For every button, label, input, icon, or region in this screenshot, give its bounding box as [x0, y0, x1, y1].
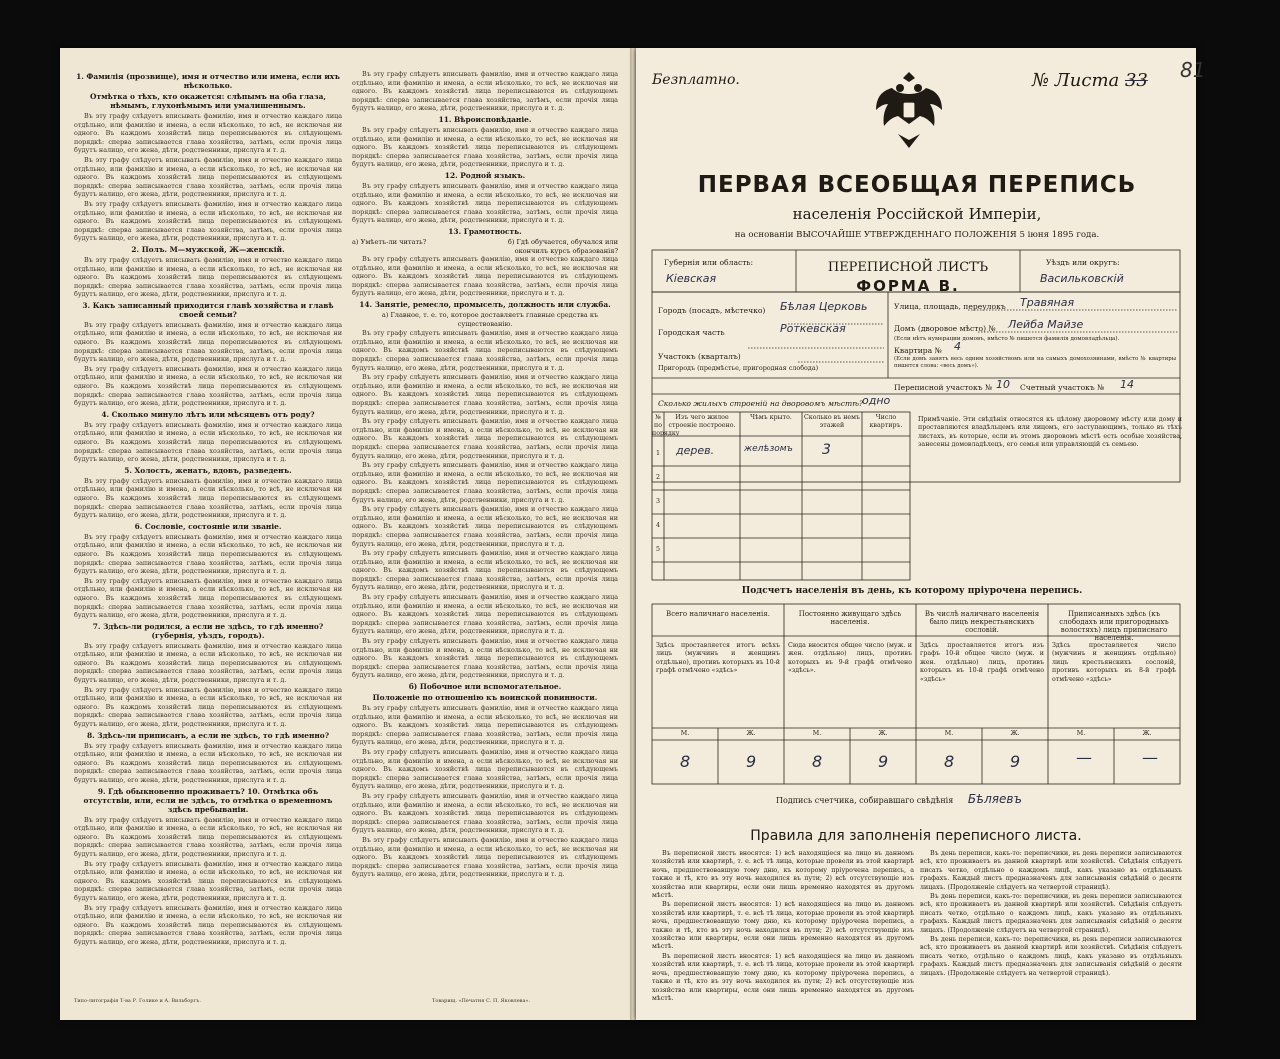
schet-label: Счетный участокъ №: [1020, 383, 1105, 392]
body-text: Въ эту графу слѣдуетъ вписывать фамилію, имя и отчество каждаго лица отдѣльно, или фамилію и имена, а если нѣсколько, то всѣ, не исключая ни одного. Въ каждомъ хозяйствѣ лица переписываются въ слѣдующемъ порядкѣ: сперва записывается глава хозяйства, затѣмъ, если прочія лица будутъ налицо, его жена, дѣти, родственники, прислуга и т. д.: [74, 255, 342, 299]
section-heading: 7. Здѣсь-ли родился, а если не здѣсь, то гдѣ именно? (губернія, уѣздъ, городъ).: [92, 621, 324, 640]
gorchast-value: Роткевская: [780, 322, 846, 335]
left-column-2: [352, 70, 618, 880]
section-heading: 11. Вѣроисповѣданіе.: [438, 114, 532, 124]
literacy-subheads: [352, 238, 618, 255]
rules-title: Правила для заполненія переписного листа.: [750, 828, 1082, 844]
left-page: [60, 48, 630, 1020]
m-label: М.: [680, 730, 690, 737]
page-title: ПЕРВАЯ ВСЕОБЩАЯ ПЕРЕПИСЬ: [697, 172, 1137, 198]
right-page: [636, 48, 1206, 1020]
rules-text-left: [652, 850, 914, 1004]
kvartira-label: Квартира №: [894, 346, 942, 355]
rules-text-right: [920, 850, 1182, 979]
body-text: Въ эту графу слѣдуетъ вписывать фамилію, имя и отчество каждаго лица отдѣльно, или фамилію и имена, а если нѣсколько, то всѣ, не исключая ни одного. Въ каждомъ хозяйствѣ лица переписываются въ слѣдующемъ порядкѣ: сперва записывается глава хозяйства, затѣмъ, если прочія лица будутъ налицо, его жена, дѣти, родственники, прислуга и т. д.: [352, 791, 618, 835]
count-ascribed-zh: —: [1142, 748, 1158, 767]
zh-label: Ж.: [746, 730, 756, 737]
bld-header-roof: Чѣмъ крыто.: [750, 414, 792, 421]
body-text: Въ эту графу слѣдуетъ вписывать фамилію, имя и отчество каждаго лица отдѣльно, или фамилію и имена, а если нѣсколько, то всѣ, не исключая ни одного. Въ каждомъ хозяйствѣ лица переписываются въ слѣдующемъ порядкѣ: сперва записывается глава хозяйства, затѣмъ, если прочія лица будутъ налицо, его жена, дѣти, родственники, прислуга и т. д.: [352, 373, 618, 416]
form-heading: [798, 260, 1018, 295]
body-text: Въ эту графу слѣдуетъ вписывать фамилію, имя и отчество каждаго лица отдѣльно, или фамилію и имена, а если нѣсколько, то всѣ, не исключая ни одного. Въ каждомъ хозяйствѣ лица переписываются въ слѣдующемъ порядкѣ: сперва записывается глава хозяйства, затѣмъ, если прочія лица будутъ налицо, его жена, дѣти, родственники, прислуга и т. д.: [74, 420, 342, 464]
schet-value: 14: [1120, 378, 1134, 391]
skolko-value: одно: [862, 394, 891, 407]
body-text: Въ эту графу слѣдуетъ вписывать фамилію, имя и отчество каждаго лица отдѣльно, или фамилію и имена, а если нѣсколько, то всѣ, не исключая ни одного. Въ каждомъ хозяйствѣ лица переписываются въ слѣдующемъ порядкѣ: сперва записывается глава хозяйства, затѣмъ, если прочія лица будутъ налицо, его жена, дѣти, родственники, прислуга и т. д.: [352, 70, 618, 113]
body-text: Въ эту графу слѣдуетъ вписывать фамилію, имя и отчество каждаго лица отдѣльно, или фамилію и имена, а если нѣсколько, то всѣ, не исключая ни одного. Въ каждомъ хозяйствѣ лица переписываются въ слѣдующемъ порядкѣ: сперва записывается глава хозяйства, затѣмъ, если прочія лица будутъ налицо, его жена, дѣти, родственники, прислуга и т. д.: [352, 255, 618, 298]
rules-paragraph: Въ переписной листъ вносятся: 1) всѣ находящіеся на лицо въ данномъ хозяйствѣ или квартирѣ, т. е. всѣ тѣ лица, которые провели въ этой квартирѣ ночь, предшествовавшую тому дню, къ которому пріурочена перепись, а также и тѣ, кто въ эту ночь находился въ пути; 2) всѣ отсутствующіе изъ хозяйства или квартиры, если они лишь временно находятся въ другомъ мѣстѣ.: [652, 850, 914, 900]
gorod-label: Городъ (посадъ, мѣстечко): [658, 306, 766, 315]
count-head-noncrest: Въ числѣ наличнаго населенія было лицъ некрестьянскихъ сословій.: [924, 610, 1040, 634]
sheet-number: [1032, 70, 1148, 91]
body-text: Въ эту графу слѣдуетъ вписывать фамилію, имя и отчество каждаго лица отдѣльно, или фамилію и имена, а если нѣсколько, то всѣ, не исключая ни одного. Въ каждомъ хозяйствѣ лица переписываются въ слѣдующемъ порядкѣ: сперва записывается глава хозяйства, затѣмъ, если прочія лица будутъ налицо, его жена, дѣти, родственники, прислуга и т. д.: [74, 364, 342, 408]
subhead-main: а) Главное, т. е. то, которое доставляетъ главные средства къ существованію.: [381, 311, 599, 328]
sheet-number-label: № Листа: [1032, 70, 1120, 91]
body-text: Въ эту графу слѣдуетъ вписывать фамилію, имя и отчество каждаго лица отдѣльно, или фамилію и имена, а если нѣсколько, то всѣ, не исключая ни одного. Въ каждомъ хозяйствѣ лица переписываются въ слѣдующемъ порядкѣ: сперва записывается глава хозяйства, затѣмъ, если прочія лица будутъ налицо, его жена, дѣти, родственники, прислуга и т. д.: [352, 549, 618, 592]
signature-line: [776, 792, 1022, 806]
body-text: Въ эту графу слѣдуетъ вписывать фамилію, имя и отчество каждаго лица отдѣльно, или фамилію и имена, а если нѣсколько, то всѣ, не исключая ни одного. Въ каждомъ хозяйствѣ лица переписываются въ слѣдующемъ порядкѣ: сперва записывается глава хозяйства, затѣмъ, если прочія лица будутъ налицо, его жена, дѣти, родственники, прислуга и т. д.: [74, 815, 342, 858]
zh-label: Ж.: [1010, 730, 1020, 737]
zh-label: Ж.: [1142, 730, 1152, 737]
body-text: Въ эту графу слѣдуетъ вписывать фамилію, имя и отчество каждаго лица отдѣльно, или фамилію и имена, а если нѣсколько, то всѣ, не исключая ни одного. Въ каждомъ хозяйствѣ лица переписываются въ слѣдующемъ порядкѣ: сперва записывается глава хозяйства, затѣмъ, если прочія лица будутъ налицо, его жена, дѣти, родственники, прислуга и т. д.: [74, 741, 342, 784]
body-text: Въ эту графу слѣдуетъ вписывать фамилію, имя и отчество каждаго лица отдѣльно, или фамилію и имена, а если нѣсколько, то всѣ, не исключая ни одного. Въ каждомъ хозяйствѣ лица переписываются въ слѣдующемъ порядкѣ: сперва записывается глава хозяйства, затѣмъ, если прочія лица будутъ налицо, его жена, дѣти, родственники, прислуга и т. д.: [74, 576, 342, 620]
prigorod-label: Пригородъ (предмѣстье, пригородная слобода): [658, 364, 819, 372]
rules-paragraph: Въ переписной листъ вносятся: 1) всѣ находящіеся на лицо въ данномъ хозяйствѣ или квартирѣ, т. е. всѣ тѣ лица, которые провели въ этой квартирѣ ночь, предшествовавшую тому дню, къ которому пріурочена перепись, а также и тѣ, кто въ эту ночь находился въ пути; 2) всѣ отсутствующіе изъ хозяйства или квартиры, если они лишь временно находятся въ другомъ мѣстѣ.: [652, 952, 914, 1002]
count-permanent-m: 8: [812, 752, 823, 771]
subhead-read: а) Умѣетъ-ли читать?: [352, 237, 427, 246]
body-text: Въ эту графу слѣдуетъ вписывать фамилію, имя и отчество каждаго лица отдѣльно, или фамилію и имена, а если нѣсколько, то всѣ, не исключая ни одного. Въ каждомъ хозяйствѣ лица переписываются въ слѣдующемъ порядкѣ: сперва записывается глава хозяйства, затѣмъ, если прочія лица будутъ налицо, его жена, дѣти, родственники, прислуга и т. д.: [352, 704, 618, 747]
rules-paragraph: Въ день переписи, какъ-то: переписчики, въ день переписи записываются всѣ, кто проживаетъ въ данной квартирѣ или хозяйствѣ. Свѣдѣнія слѣдуетъ писать четко, отдѣльно о каждомъ лицѣ, какъ указано въ отдѣльныхъ графахъ. Каждый листъ предназначенъ для записыванія свѣдѣній о десяти лицахъ. (Продолженіе слѣдуетъ на четвертой страницѣ).: [920, 936, 1182, 977]
bld-row-no: 1: [655, 450, 660, 457]
m-label: М.: [944, 730, 954, 737]
guberniya-label: Губернія или область:: [664, 258, 754, 267]
bld-row-floors: 3: [822, 442, 831, 458]
count-all-m: 8: [680, 752, 691, 771]
count-note-ascribed: Здѣсь проставляется число (мужчинъ и женщинъ отдѣльно) лицъ крестьянскихъ сословій, противъ которыхъ въ 8-й графѣ отмѣчено «здѣсь»: [1052, 642, 1176, 683]
count-note-permanent: Сюда вносится общее число (муж. и жен. отдѣльно) лицъ, противъ которыхъ въ 9-й графѣ отмѣчено «здѣсь».: [788, 642, 912, 675]
bld-header-no: № по порядку: [652, 414, 680, 437]
printer-imprint-right: Товарищ. «Печатня С. П. Яковлева».: [432, 998, 531, 1004]
count-title: Подсчетъ населенія въ день, къ которому пріурочена перепись.: [741, 586, 1083, 596]
section-heading: 8. Здѣсь-ли приписанъ, а если не здѣсь, то гдѣ именно?: [86, 730, 330, 740]
dom-value: Лейба Майзе: [1008, 318, 1084, 331]
rules-paragraph: Въ переписной листъ вносятся: 1) всѣ находящіеся на лицо въ данномъ хозяйствѣ или квартирѣ, т. е. всѣ тѣ лица, которые провели въ этой квартирѣ ночь, предшествовавшую тому дню, къ которому пріурочена перепись, а также и тѣ, кто въ эту ночь находился въ пути; 2) всѣ отсутствующіе изъ хозяйства или квартиры, если они лишь временно находятся въ другомъ мѣстѣ.: [652, 901, 914, 951]
count-noncrest-zh: 9: [1010, 752, 1021, 771]
body-text: Въ эту графу слѣдуетъ вписывать фамилію, имя и отчество каждаго лица отдѣльно, или фамилію и имена, а если нѣсколько, то всѣ, не исключая ни одного. Въ каждомъ хозяйствѣ лица переписываются въ слѣдующемъ порядкѣ: сперва записывается глава хозяйства, затѣмъ, если прочія лица будутъ налицо, его жена, дѣти, родственники, прислуга и т. д.: [352, 747, 618, 791]
kvartira-note: (Если домъ занятъ весь одним хозяйствомъ или на самыхъ домохозяинами, вмѣсто № квартиры пишется слова: «весь домъ»).: [894, 356, 1176, 369]
section-heading: 3. Какъ записанный приходится главѣ хозяйства и главѣ своей семьи?: [82, 300, 334, 319]
section-heading: 9. Гдѣ обыкновенно проживаетъ? 10. Отмѣтка объ отсутствіи, или, если не здѣсь, то отмѣтка о временномъ здѣсь пребываніи.: [83, 786, 333, 814]
section-heading: 12. Родной языкъ.: [444, 170, 526, 180]
count-note-all: Здѣсь проставляется итогъ всѣхъ лицъ (мужчинъ и женщинъ отдѣльно), противъ которыхъ въ 10-й графѣ отмѣчено «здѣсь»: [656, 642, 780, 675]
body-text: Въ эту графу слѣдуетъ вписывать фамилію, имя и отчество каждаго лица отдѣльно, или фамилію и имена, а если нѣсколько, то всѣ, не исключая ни одного. Въ каждомъ хозяйствѣ лица переписываются въ слѣдующемъ порядкѣ: сперва записывается глава хозяйства, затѣмъ, если прочія лица будутъ налицо, его жена, дѣти, родственники, прислуга и т. д.: [74, 903, 342, 946]
body-text: Въ эту графу слѣдуетъ вписывать фамилію, имя и отчество каждаго лица отдѣльно, или фамилію и имена, а если нѣсколько, то всѣ, не исключая ни одного. Въ каждомъ хозяйствѣ лица переписываются въ слѣдующемъ порядкѣ: сперва записывается глава хозяйства, затѣмъ, если прочія лица будутъ налицо, его жена, дѣти, родственники, прислуга и т. д.: [352, 125, 618, 169]
section-heading: 6. Сословіе, состояніе или званіе.: [134, 521, 282, 531]
bld-row-no: 2: [655, 474, 660, 481]
zh-label: Ж.: [878, 730, 888, 737]
bld-row-no: 3: [655, 498, 660, 505]
subhead-study: б) Гдѣ обучается, обучался или окончилъ курсъ образованія?: [507, 237, 618, 255]
decree-line: на основаніи ВЫСОЧАЙШЕ УТВЕРЖДЕННАГО ПОЛОЖЕНІЯ 5 іюня 1895 года.: [734, 230, 1100, 240]
m-label: М.: [812, 730, 822, 737]
count-noncrest-m: 8: [944, 752, 955, 771]
body-text: Въ эту графу слѣдуетъ вписывать фамилію, имя и отчество каждаго лица отдѣльно, или фамилію и имена, а если нѣсколько, то всѣ, не исключая ни одного. Въ каждомъ хозяйствѣ лица переписываются въ слѣдующемъ порядкѣ: сперва записывается глава хозяйства, затѣмъ, если прочія лица будутъ налицо, его жена, дѣти, родственники, прислуга и т. д.: [352, 835, 618, 879]
signature-value: Бѣляевъ: [967, 792, 1022, 806]
count-head-all: Всего наличнаго населенія.: [666, 610, 770, 618]
section-heading: 2. Полъ. М—мужской, Ж—женскій.: [131, 244, 285, 254]
skolko-label: Сколько жилыхъ строеній на дворовомъ мѣстѣ?: [658, 399, 863, 408]
signature-label: Подпись счетчика, собиравшаго свѣдѣнія: [776, 796, 954, 805]
body-text: Въ эту графу слѣдуетъ вписывать фамилію, имя и отчество каждаго лица отдѣльно, или фамилію и имена, а если нѣсколько, то всѣ, не исключая ни одного. Въ каждомъ хозяйствѣ лица переписываются въ слѣдующемъ порядкѣ: сперва записывается глава хозяйства, затѣмъ, если прочія лица будутъ налицо, его жена, дѣти, родственники, прислуга и т. д.: [74, 476, 342, 520]
section-heading: Отмѣтка о тѣхъ, кто окажется: слѣпымъ на оба глаза, нѣмымъ, глухонѣмымъ или умалишеннымъ.: [90, 92, 326, 110]
section-heading: 14. Занятіе, ремесло, промыселъ, должность или служба.: [359, 300, 611, 310]
count-note-noncrest: Здѣсь проставляется итогъ изъ графъ 10-й общее число (муж. и жен. отдѣльно) лицъ, противъ которыхъ въ 10-й графѣ отмѣчено «здѣсь»: [920, 642, 1044, 683]
printer-imprint-left: Типо-литографія Т-ва Р. Голике и А. Вильборгъ.: [74, 998, 201, 1004]
section-heading: 1. Фамилія (прозвище), имя и отчество или имена, если ихъ нѣсколько.: [76, 72, 340, 90]
body-text: Въ эту графу слѣдуетъ вписывать фамилію, имя и отчество каждаго лица отдѣльно, или фамилію и имена, а если нѣсколько, то всѣ, не исключая ни одного. Въ каждомъ хозяйствѣ лица переписываются въ слѣдующемъ порядкѣ: сперва записывается глава хозяйства, затѣмъ, если прочія лица будутъ налицо, его жена, дѣти, родственники, прислуга и т. д.: [74, 320, 342, 364]
bld-row-no: 4: [655, 522, 660, 529]
count-head-ascribed: Приписанныхъ здѣсь (къ слободахъ или пригородныхъ волостяхъ) лицъ приписнаго населенія.: [1059, 610, 1169, 642]
buildings-table: [652, 412, 912, 582]
m-label: М.: [1076, 730, 1086, 737]
dom-label: Домъ (дворовое мѣсто) №: [894, 324, 996, 333]
perepis-value: 10: [996, 378, 1010, 391]
ulitsa-value: Травяная: [1020, 296, 1075, 309]
gorchast-label: Городская часть: [658, 328, 725, 337]
guberniya-value: Кіевская: [666, 272, 717, 285]
body-text: Въ эту графу слѣдуетъ вписывать фамилію, имя и отчество каждаго лица отдѣльно, или фамилію и имена, а если нѣсколько, то всѣ, не исключая ни одного. Въ каждомъ хозяйствѣ лица переписываются въ слѣдующемъ порядкѣ: сперва записывается глава хозяйства, затѣмъ, если прочія лица будутъ налицо, его жена, дѣти, родственники, прислуга и т. д.: [352, 637, 618, 680]
body-text: Въ эту графу слѣдуетъ вписывать фамилію, имя и отчество каждаго лица отдѣльно, или фамилію и имена, а если нѣсколько, то всѣ, не исключая ни одного. Въ каждомъ хозяйствѣ лица переписываются въ слѣдующемъ порядкѣ: сперва записывается глава хозяйства, затѣмъ, если прочія лица будутъ налицо, его жена, дѣти, родственники, прислуга и т. д.: [352, 505, 618, 548]
rules-paragraph: Въ день переписи, какъ-то: переписчики, въ день переписи записываются всѣ, кто проживаетъ въ данной квартирѣ или хозяйствѣ. Свѣдѣнія слѣдуетъ писать четко, отдѣльно о каждомъ лицѣ, какъ указано въ отдѣльныхъ графахъ. Каждый листъ предназначенъ для записыванія свѣдѣній о десяти лицахъ. (Продолженіе слѣдуетъ на четвертой страницѣ).: [920, 850, 1182, 891]
body-text: Въ эту графу слѣдуетъ вписывать фамилію, имя и отчество каждаго лица отдѣльно, или фамилію и имена, а если нѣсколько, то всѣ, не исключая ни одного. Въ каждомъ хозяйствѣ лица переписываются въ слѣдующемъ порядкѣ: сперва записывается глава хозяйства, затѣмъ, если прочія лица будутъ налицо, его жена, дѣти, родственники, прислуга и т. д.: [74, 685, 342, 729]
left-column-1: [74, 70, 342, 948]
handwritten-page-number: 81: [1180, 58, 1206, 82]
free-label: Безплатно.: [652, 72, 740, 88]
count-ascribed-m: —: [1076, 748, 1092, 767]
body-text: Въ эту графу слѣдуетъ вписывать фамилію, имя и отчество каждаго лица отдѣльно, или фамилію и имена, а если нѣсколько, то всѣ, не исключая ни одного. Въ каждомъ хозяйствѣ лица переписываются въ слѣдующемъ порядкѣ: сперва записывается глава хозяйства, затѣмъ, если прочія лица будутъ налицо, его жена, дѣти, родственники, прислуга и т. д.: [74, 532, 342, 576]
page-subtitle: населенія Россійской Имперіи,: [792, 205, 1042, 223]
body-text: Въ эту графу слѣдуетъ вписывать фамилію, имя и отчество каждаго лица отдѣльно, или фамилію и имена, а если нѣсколько, то всѣ, не исключая ни одного. Въ каждомъ хозяйствѣ лица переписываются въ слѣдующемъ порядкѣ: сперва записывается глава хозяйства, затѣмъ, если прочія лица будутъ налицо, его жена, дѣти, родственники, прислуга и т. д.: [352, 417, 618, 460]
body-text: Въ эту графу слѣдуетъ вписывать фамилію, имя и отчество каждаго лица отдѣльно, или фамилію и имена, а если нѣсколько, то всѣ, не исключая ни одного. Въ каждомъ хозяйствѣ лица переписываются въ слѣдующемъ порядкѣ: сперва записывается глава хозяйства, затѣмъ, если прочія лица будутъ налицо, его жена, дѣти, родственники, прислуга и т. д.: [352, 329, 618, 372]
section-heading: Положеніе по отношенію къ воинской повинности.: [372, 693, 598, 702]
kvartira-value: 4: [954, 340, 961, 353]
body-text: Въ эту графу слѣдуетъ вписывать фамилію, имя и отчество каждаго лица отдѣльно, или фамилію и имена, а если нѣсколько, то всѣ, не исключая ни одного. Въ каждомъ хозяйствѣ лица переписываются въ слѣдующемъ порядкѣ: сперва записывается глава хозяйства, затѣмъ, если прочія лица будутъ налицо, его жена, дѣти, родственники, прислуга и т. д.: [352, 461, 618, 504]
rules-paragraph: Въ день переписи, какъ-то: переписчики, въ день переписи записываются всѣ, кто проживаетъ въ данной квартирѣ или хозяйствѣ. Свѣдѣнія слѣдуетъ писать четко, отдѣльно о каждомъ лицѣ, какъ указано въ отдѣльныхъ графахъ. Каждый листъ предназначенъ для записыванія свѣдѣній о десяти лицахъ. (Продолженіе слѣдуетъ на четвертой страницѣ).: [920, 893, 1182, 934]
primechanie-note: Примѣчаніе. Эти свѣдѣнія относятся къ цѣлому дворовому мѣсту или дому и проставляются владѣльцемъ или лицомъ, его заступающимъ, только въ тѣхъ листахъ, въ которые, если въ этомъ дворовомъ мѣстѣ есть особые хозяйства, занесены домовладѣлецъ, его семья или управляющій съ семьею.: [918, 416, 1182, 449]
body-text: Въ эту графу слѣдуетъ вписывать фамилію, имя и отчество каждаго лица отдѣльно, или фамилію и имена, а если нѣсколько, то всѣ, не исключая ни одного. Въ каждомъ хозяйствѣ лица переписываются въ слѣдующемъ порядкѣ: сперва записывается глава хозяйства, затѣмъ, если прочія лица будутъ налицо, его жена, дѣти, родственники, прислуга и т. д.: [74, 199, 342, 243]
body-text: Въ эту графу слѣдуетъ вписывать фамилію, имя и отчество каждаго лица отдѣльно, или фамилію и имена, а если нѣсколько, то всѣ, не исключая ни одного. Въ каждомъ хозяйствѣ лица переписываются въ слѣдующемъ порядкѣ: сперва записывается глава хозяйства, затѣмъ, если прочія лица будутъ налицо, его жена, дѣти, родственники, прислуга и т. д.: [74, 112, 342, 155]
count-all-zh: 9: [746, 752, 757, 771]
count-permanent-zh: 9: [878, 752, 889, 771]
count-head-permanent: Постоянно живущаго здѣсь населенія.: [798, 610, 902, 626]
body-text: Въ эту графу слѣдуетъ вписывать фамилію, имя и отчество каждаго лица отдѣльно, или фамилію и имена, а если нѣсколько, то всѣ, не исключая ни одного. Въ каждомъ хозяйствѣ лица переписываются въ слѣдующемъ порядкѣ: сперва записывается глава хозяйства, затѣмъ, если прочія лица будутъ налицо, его жена, дѣти, родственники, прислуга и т. д.: [74, 641, 342, 685]
dom-note: (Если нѣтъ нумерации домовъ, вмѣсто № пишется фамилія домовладѣльца).: [894, 336, 1120, 342]
bld-row-roof: желѣзомъ: [744, 444, 793, 454]
uezd-value: Васильковскій: [1040, 272, 1124, 285]
section-heading: 5. Холостъ, женатъ, вдовъ, разведенъ.: [124, 465, 292, 475]
bld-row-material: дерев.: [676, 444, 715, 457]
body-text: Въ эту графу слѣдуетъ вписывать фамилію, имя и отчество каждаго лица отдѣльно, или фамилію и имена, а если нѣсколько, то всѣ, не исключая ни одного. Въ каждомъ хозяйствѣ лица переписываются въ слѣдующемъ порядкѣ: сперва записывается глава хозяйства, затѣмъ, если прочія лица будутъ налицо, его жена, дѣти, родственники, прислуга и т. д.: [352, 181, 618, 225]
body-text: Въ эту графу слѣдуетъ вписывать фамилію, имя и отчество каждаго лица отдѣльно, или фамилію и имена, а если нѣсколько, то всѣ, не исключая ни одного. Въ каждомъ хозяйствѣ лица переписываются въ слѣдующемъ порядкѣ: сперва записывается глава хозяйства, затѣмъ, если прочія лица будутъ налицо, его жена, дѣти, родственники, прислуга и т. д.: [352, 593, 618, 636]
body-text: Въ эту графу слѣдуетъ вписывать фамилію, имя и отчество каждаго лица отдѣльно, или фамилію и имена, а если нѣсколько, то всѣ, не исключая ни одного. Въ каждомъ хозяйствѣ лица переписываются въ слѣдующемъ порядкѣ: сперва записывается глава хозяйства, затѣмъ, если прочія лица будутъ налицо, его жена, дѣти, родственники, прислуга и т. д.: [74, 155, 342, 199]
imperial-eagle-icon: [872, 68, 946, 154]
sheet-number-struck: 33: [1124, 70, 1148, 91]
bld-header-apts: Число квартиръ.: [869, 414, 903, 429]
uchastok-label: Участокъ (кварталъ): [658, 352, 741, 361]
body-text: Въ эту графу слѣдуетъ вписывать фамилію, имя и отчество каждаго лица отдѣльно, или фамилію и имена, а если нѣсколько, то всѣ, не исключая ни одного. Въ каждомъ хозяйствѣ лица переписываются въ слѣдующемъ порядкѣ: сперва записывается глава хозяйства, затѣмъ, если прочія лица будутъ налицо, его жена, дѣти, родственники, прислуга и т. д.: [74, 859, 342, 902]
uezd-label: Уѣздъ или округъ:: [1046, 258, 1120, 267]
form-heading-form: ФОРМА В.: [856, 277, 960, 295]
ulitsa-label: Улица, площадь, переулокъ: [894, 302, 1006, 311]
bld-header-material: Изъ чего жилое строеніе построено.: [668, 414, 736, 429]
bld-row-no: 5: [655, 546, 660, 553]
section-heading: б) Побочное или вспомогательное.: [408, 682, 562, 691]
perepis-label: Переписной участокъ №: [894, 383, 993, 392]
section-heading: 13. Грамотность.: [448, 226, 522, 236]
bld-header-floors: Сколько въ немъ этажей: [803, 414, 861, 429]
gorod-value: Бѣлая Церковь: [780, 300, 868, 313]
form-heading-main: ПЕРЕПИСНОЙ ЛИСТЪ: [827, 260, 989, 275]
section-heading: 4. Сколько минуло лѣтъ или мѣсяцевъ отъ роду?: [101, 409, 315, 419]
